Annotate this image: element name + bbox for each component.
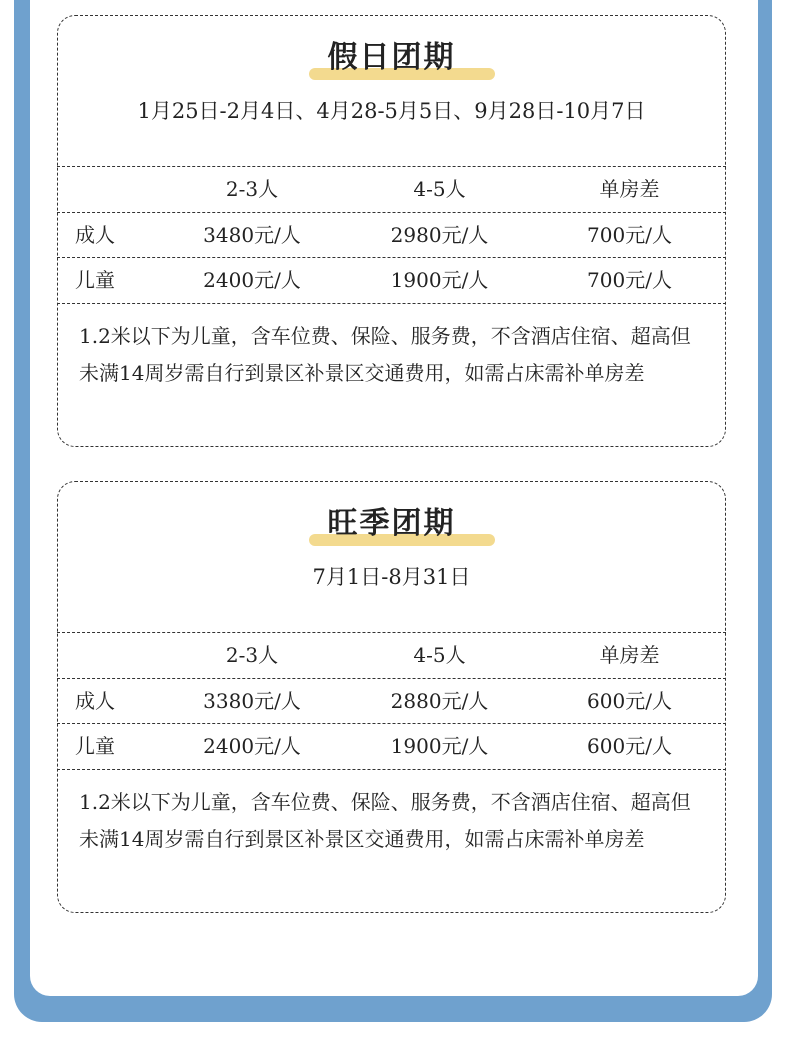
table-cell: 3480元/人 xyxy=(203,223,301,247)
header-cell: 单房差 xyxy=(599,177,660,201)
schedule-dates: 1月25日-2月4日、4月28-5月5日、9月28日-10月7日 xyxy=(137,99,646,123)
table-cell: 1900元/人 xyxy=(390,734,489,758)
header-cell: 单房差 xyxy=(599,643,660,667)
table-cell: 成人 xyxy=(75,223,115,247)
table-cell: 600元/人 xyxy=(587,734,672,758)
table-cell: 2400元/人 xyxy=(203,268,301,292)
price-table xyxy=(57,166,726,302)
price-table xyxy=(57,632,726,768)
card-title-wrap xyxy=(58,504,725,548)
table-cell: 儿童 xyxy=(75,734,115,758)
table-row xyxy=(57,723,726,770)
holiday-schedule-card xyxy=(57,15,726,447)
peak-season-schedule-card xyxy=(57,481,726,913)
table-cell: 儿童 xyxy=(75,268,115,292)
table-cell: 1900元/人 xyxy=(390,268,489,292)
card-title: 假日团期 xyxy=(327,40,456,75)
table-cell: 600元/人 xyxy=(587,689,672,713)
header-cell: 2-3人 xyxy=(225,643,279,667)
schedule-dates: 7月1日-8月31日 xyxy=(312,565,471,589)
card-title: 旺季团期 xyxy=(327,506,456,541)
card-note: 1.2米以下为儿童，含车位费、保险、服务费，不含酒店住宿、超高但未满14周岁需自行到景区补景区交通费用，如需占床需补单房差 xyxy=(79,790,691,851)
table-cell: 3380元/人 xyxy=(203,689,301,713)
header-cell: 2-3人 xyxy=(225,177,279,201)
header-cell: 4-5人 xyxy=(413,643,466,667)
table-cell: 2400元/人 xyxy=(203,734,301,758)
table-header-row xyxy=(57,632,726,678)
header-cell xyxy=(75,167,135,212)
table-cell: 2880元/人 xyxy=(390,689,489,713)
table-cell: 2980元/人 xyxy=(390,223,489,247)
card-note: 1.2米以下为儿童，含车位费、保险、服务费，不含酒店住宿、超高但未满14周岁需自行到景区补景区交通费用，如需占床需补单房差 xyxy=(79,324,691,385)
table-cell: 700元/人 xyxy=(587,268,672,292)
table-row xyxy=(57,212,726,258)
header-cell: 4-5人 xyxy=(413,177,466,201)
table-row xyxy=(57,678,726,724)
card-title-wrap xyxy=(58,38,725,82)
table-cell: 700元/人 xyxy=(587,223,672,247)
table-row xyxy=(57,257,726,304)
header-cell xyxy=(75,633,135,678)
table-cell: 成人 xyxy=(75,689,115,713)
table-header-row xyxy=(57,166,726,212)
